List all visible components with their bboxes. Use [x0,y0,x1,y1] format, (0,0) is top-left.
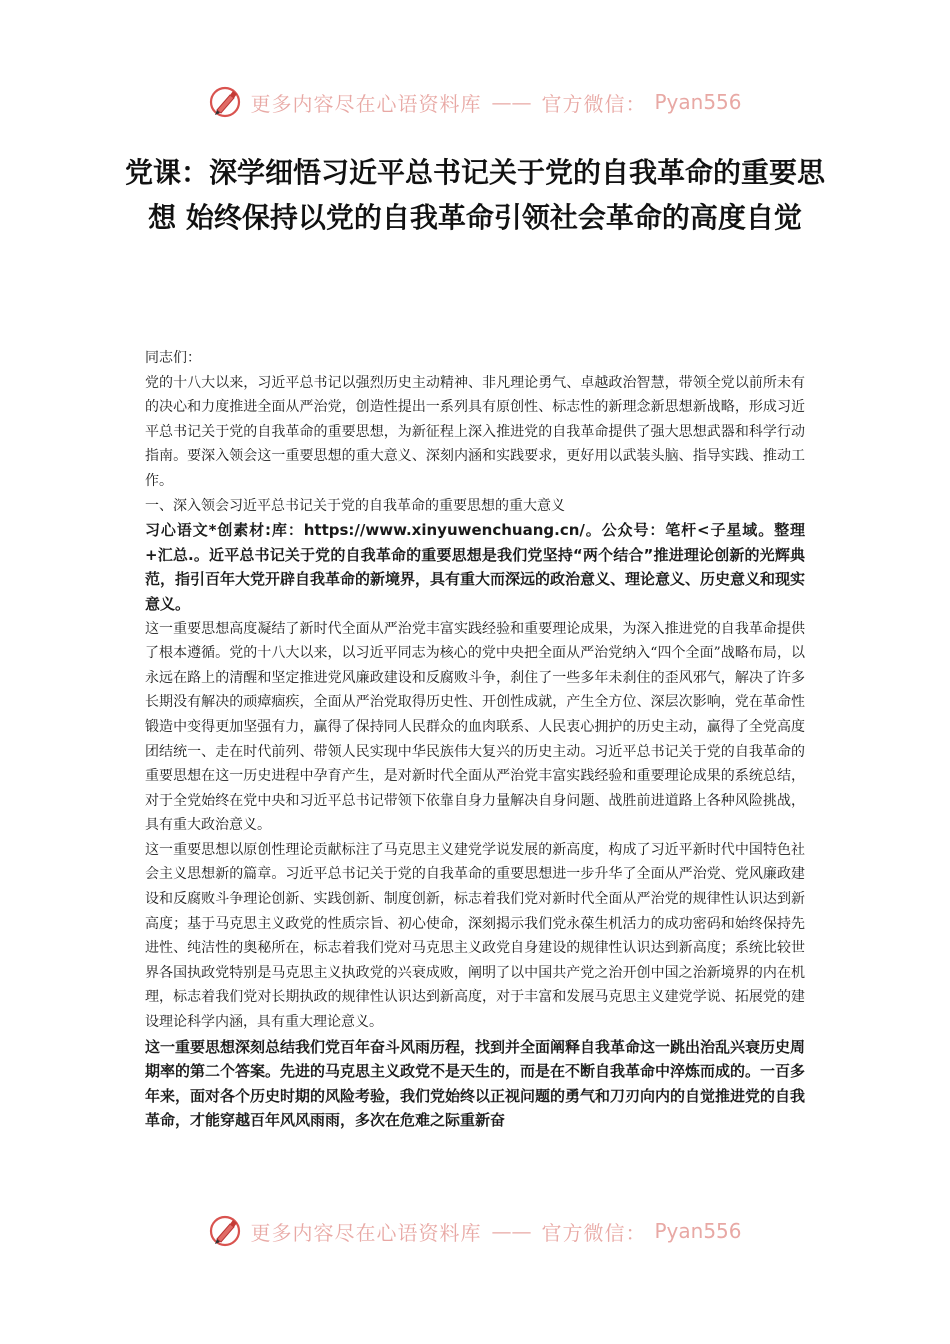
watermark-text: 更多内容尽在心语资料库 [250,91,482,116]
paragraph-bold: 习心语文*创素材:库：https://www.xinyuwenchuang.cn/。公众号：笔杆<子星域。整理+汇总.。近平总书记关于党的自我革命的重要思想是我们党坚持“两个结合”推进理论创新的光辉典范，指引百年大党开辟自我革命的新境界，具有重大而深远的政治意义、理论意义、历史意义和现实意义。 [145,521,806,613]
pen-logo-icon [208,85,242,119]
watermark-label: 官方微信： [541,91,647,116]
watermark-footer [0,1211,950,1251]
greeting: 同志们： [145,350,201,366]
pen-logo-icon [208,1214,242,1248]
section-heading: 一、深入领会习近平总书记关于党的自我革命的重要思想的重大意义 [145,497,565,514]
watermark-handle: Pyan556 [654,90,742,114]
paragraph: 这一重要思想以原创性理论贡献标注了马克思主义建党学说发展的新高度，构成了习近平新时代中国特色社会主义思想新的篇章。习近平总书记关于党的自我革命的重要思想进一步升华了全面从严治党、党风廉政建设和反腐败斗争理论创新、实践创新、制度创新，标志着我们党对新时代全面从严治党的规律性认识达到新高度；基于马克思主义政党的性质宗旨、初心使命，深刻揭示我们党永葆生机活力的成功密码和始终保持先进性、纯洁性的奥秘所在，标志着我们党对马克思主义政党自身建设的规律性认识达到新高度；系统比较世界各国执政党特别是马克思主义执政党的兴衰成败，阐明了以中国共产党之治开创中国之治新境界的内在机理，标志着我们党对长期执政的规律性认识达到新高度，对于丰富和发展马克思主义建党学说、拓展党的建设理论科学内涵，具有重大理论意义。 [145,841,805,1031]
watermark-text: 更多内容尽在心语资料库 [250,1220,482,1245]
document-body [145,346,805,1133]
paragraph-bold: 这一重要思想深刻总结我们党百年奋斗风雨历程，找到并全面阐释自我革命这一跳出治乱兴衰历史周期率的第二个答案。先进的马克思主义政党不是天生的，而是在不断自我革命中淬炼而成的。一百多年来，面对各个历史时期的风险考验，我们党始终以正视问题的勇气和刀刃向内的自觉推进党的自我革命，才能穿越百年风风雨雨，多次在危难之际重新奋 [145,1037,806,1130]
paragraph: 党的十八大以来，习近平总书记以强烈历史主动精神、非凡理论勇气、卓越政治智慧，带领全党以前所未有的决心和力度推进全面从严治党，创造性提出一系列具有原创性、标志性的新理念新思想新战略，形成习近平总书记关于党的自我革命的重要思想，为新征程上深入推进党的自我革命提供了强大思想武器和科学行动指南。要深入领会这一重要思想的重大意义、深刻内涵和实践要求，更好用以武装头脑、指导实践、推动工作。 [145,374,805,489]
watermark-handle: Pyan556 [654,1219,742,1243]
watermark-dash: —— [491,90,532,114]
paragraph: 这一重要思想高度凝结了新时代全面从严治党丰富实践经验和重要理论成果，为深入推进党的自我革命提供了根本遵循。党的十八大以来，以习近平同志为核心的党中央把全面从严治党纳入“四个全面”战略布局，以永远在路上的清醒和坚定推进党风廉政建设和反腐败斗争，刹住了一些多年未刹住的歪风邪气，解决了许多长期没有解决的顽瘴痼疾，全面从严治党取得历史性、开创性成就，产生全方位、深层次影响，党在革命性锻造中变得更加坚强有力，赢得了保持同人民群众的血肉联系、人民衷心拥护的历史主动，赢得了全党高度团结统一、走在时代前列、带领人民实现中华民族伟大复兴的历史主动。习近平总书记关于党的自我革命的重要思想在这一历史进程中孕育产生，是对新时代全面从严治党丰富实践经验和重要理论成果的系统总结，对于全党始终在党中央和习近平总书记带领下依靠自身力量解决自身问题、战胜前进道路上各种风险挑战，具有重大政治意义。 [145,620,805,834]
watermark-dash: —— [491,1219,532,1243]
watermark-header [0,82,950,122]
watermark-label: 官方微信： [541,1220,647,1245]
document-title: 党课：深学细悟习近平总书记关于党的自我革命的重要思想 始终保持以党的自我革命引领社会革命的高度自觉 [124,156,825,234]
